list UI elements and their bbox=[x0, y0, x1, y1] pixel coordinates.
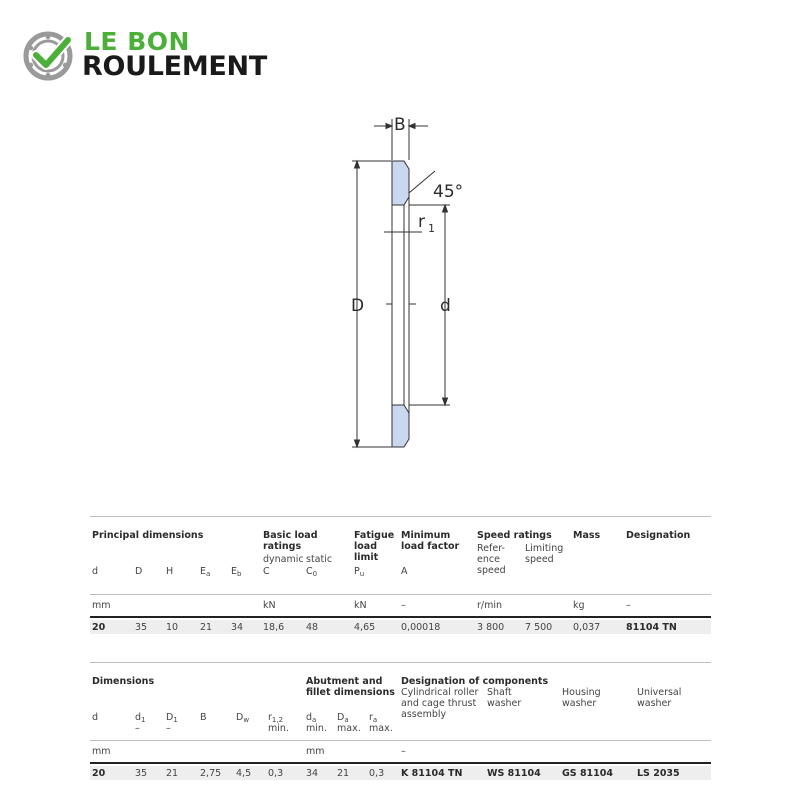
unit-min-load: – bbox=[401, 600, 406, 611]
dim-label-B: B bbox=[394, 115, 406, 135]
symbol-B: B bbox=[200, 712, 207, 723]
value-housing-washer: GS 81104 bbox=[562, 768, 613, 779]
symbol-Pu: $P_u$ bbox=[354, 566, 365, 578]
unit-speed: r/min bbox=[477, 600, 503, 611]
header-designation: Designation bbox=[626, 530, 691, 541]
components-table bbox=[90, 662, 711, 784]
subheader-cyl-1: Cylindrical roller bbox=[401, 687, 479, 698]
unit-mm-abutment: mm bbox=[306, 746, 325, 757]
dim-label-d: d bbox=[440, 296, 451, 316]
value-B: 2,75 bbox=[200, 768, 222, 779]
header-speed-ratings: Speed ratings bbox=[477, 530, 552, 541]
brand-logo bbox=[22, 26, 302, 86]
table-rule bbox=[90, 594, 711, 595]
unit-mass: kg bbox=[573, 600, 585, 611]
value-cyl-assembly: K 81104 TN bbox=[401, 768, 463, 779]
bearing-check-icon bbox=[22, 28, 78, 84]
subheader-housing-1: Housing bbox=[562, 687, 601, 698]
value-Eb: 34 bbox=[231, 622, 244, 633]
value-shaft-washer: WS 81104 bbox=[487, 768, 541, 779]
header-mass: Mass bbox=[573, 530, 601, 541]
subheader-limiting-1: Limiting bbox=[525, 543, 564, 554]
logo-text-line1: LE BON bbox=[84, 27, 190, 56]
value-ref-speed: 3 800 bbox=[477, 622, 505, 633]
symbol-D1: $D_1$ bbox=[166, 712, 178, 724]
value-Pu: 4,65 bbox=[354, 622, 376, 633]
subheader-dynamic: dynamic bbox=[263, 554, 304, 565]
dim-label-r1: r bbox=[418, 212, 425, 232]
dim-label-D: D bbox=[351, 296, 365, 316]
washer-section-drawing bbox=[330, 105, 500, 465]
value-universal-washer: LS 2035 bbox=[637, 768, 680, 779]
unit-mm: mm bbox=[92, 746, 111, 757]
value-d: 20 bbox=[92, 622, 106, 633]
table-rule bbox=[90, 662, 711, 663]
symbol-Eb: $E_b$ bbox=[231, 566, 242, 578]
unit-kN-load: kN bbox=[263, 600, 276, 611]
unit-components: – bbox=[401, 746, 406, 757]
value-d1: 35 bbox=[135, 768, 148, 779]
value-lim-speed: 7 500 bbox=[525, 622, 553, 633]
subheader-cyl-3: assembly bbox=[401, 709, 447, 720]
symbol-C: C bbox=[263, 566, 270, 577]
table-rule bbox=[90, 516, 711, 517]
symbol-d: d bbox=[92, 566, 99, 577]
symbol-D: D bbox=[135, 566, 143, 577]
symbol-D1-note: – bbox=[166, 723, 171, 734]
symbol-Dw: $D_w$ bbox=[236, 712, 250, 724]
unit-designation: – bbox=[626, 600, 631, 611]
symbol-ra-note: max. bbox=[369, 723, 393, 734]
value-r12: 0,3 bbox=[268, 768, 284, 779]
value-D: 35 bbox=[135, 622, 148, 633]
value-ra: 0,3 bbox=[369, 768, 385, 779]
header-dimensions: Dimensions bbox=[92, 676, 155, 687]
value-designation: 81104 TN bbox=[626, 622, 677, 633]
value-da: 34 bbox=[306, 768, 319, 779]
value-mass: 0,037 bbox=[573, 622, 601, 633]
symbol-d1-note: – bbox=[135, 723, 140, 734]
value-A: 0,00018 bbox=[401, 622, 441, 633]
table-rule bbox=[90, 740, 711, 741]
subheader-universal-2: washer bbox=[637, 698, 672, 709]
table-rule bbox=[90, 616, 711, 618]
subheader-limiting-2: speed bbox=[525, 554, 554, 565]
washer-section bbox=[392, 161, 409, 447]
header-min-load-1: Minimum bbox=[401, 530, 451, 541]
subheader-universal-1: Universal bbox=[637, 687, 682, 698]
value-D1: 21 bbox=[166, 768, 179, 779]
value-Da: 21 bbox=[337, 768, 350, 779]
symbol-d1: $d_1$ bbox=[135, 712, 146, 724]
symbol-Da: $D_a$ bbox=[337, 712, 349, 724]
symbol-A: A bbox=[401, 566, 408, 577]
subheader-housing-2: washer bbox=[562, 698, 597, 709]
table-rule bbox=[90, 762, 711, 764]
logo-text-line2: ROULEMENT bbox=[82, 51, 267, 82]
value-Dw: 4,5 bbox=[236, 768, 252, 779]
symbol-Da-note: max. bbox=[337, 723, 361, 734]
subheader-cyl-2: and cage thrust bbox=[401, 698, 477, 709]
unit-kN-fatigue: kN bbox=[354, 600, 367, 611]
symbol-Ea: $E_a$ bbox=[200, 566, 211, 578]
symbol-d: d bbox=[92, 712, 99, 723]
value-H: 10 bbox=[166, 622, 179, 633]
header-fatigue-2: load bbox=[354, 541, 377, 552]
header-principal-dimensions: Principal dimensions bbox=[92, 530, 204, 541]
header-min-load-2: load factor bbox=[401, 541, 460, 552]
symbol-da: $d_a$ bbox=[306, 712, 317, 724]
symbol-H: H bbox=[166, 566, 174, 577]
table-row bbox=[90, 620, 711, 634]
subheader-static: static bbox=[306, 554, 333, 565]
dim-label-r1-sub: 1 bbox=[428, 222, 435, 235]
bearing-data-table bbox=[90, 516, 711, 636]
symbol-da-note: min. bbox=[306, 723, 327, 734]
dim-label-angle: 45° bbox=[433, 182, 464, 202]
symbol-r12-note: min. bbox=[268, 723, 289, 734]
symbol-r12: $r_{1,2}$ bbox=[268, 712, 284, 724]
value-d: 20 bbox=[92, 768, 106, 779]
subheader-shaft-2: washer bbox=[487, 698, 522, 709]
subheader-reference-1: Refer- bbox=[477, 543, 505, 554]
subheader-reference-3: speed bbox=[477, 565, 506, 576]
table-row bbox=[90, 766, 711, 780]
subheader-reference-2: ence bbox=[477, 554, 500, 565]
header-fatigue-3: limit bbox=[354, 552, 379, 563]
header-basic-load-ratings-1: Basic load bbox=[263, 530, 318, 541]
symbol-ra: $r_a$ bbox=[369, 712, 378, 724]
header-basic-load-ratings-2: ratings bbox=[263, 541, 302, 552]
unit-mm: mm bbox=[92, 600, 111, 611]
symbol-C0: $C_0$ bbox=[306, 566, 318, 578]
subheader-shaft-1: Shaft bbox=[487, 687, 512, 698]
header-abutment-1: Abutment and bbox=[306, 676, 383, 687]
header-fatigue-1: Fatigue bbox=[354, 530, 395, 541]
value-C: 18,6 bbox=[263, 622, 285, 633]
value-Ea: 21 bbox=[200, 622, 213, 633]
value-C0: 48 bbox=[306, 622, 319, 633]
header-components: Designation of components bbox=[401, 676, 549, 687]
header-abutment-2: fillet dimensions bbox=[306, 687, 395, 698]
